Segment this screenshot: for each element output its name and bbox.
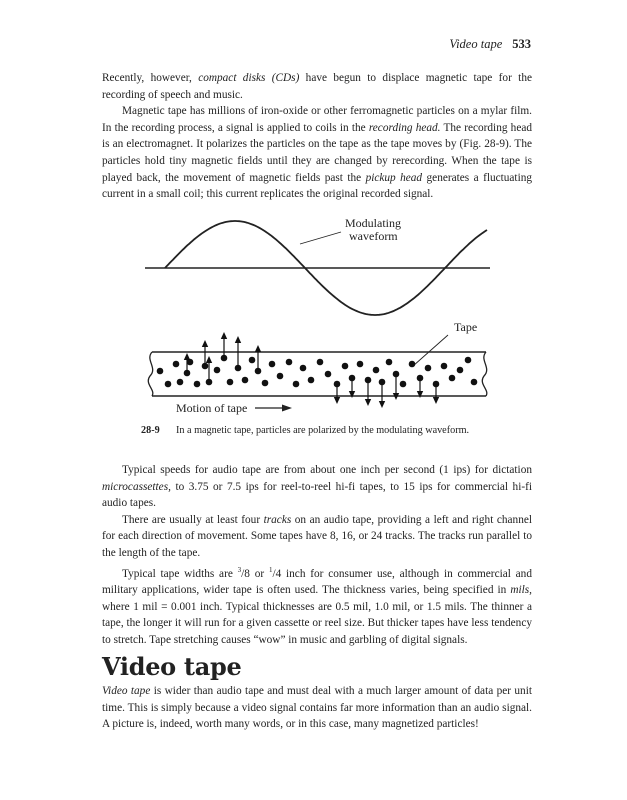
particle-dot: [425, 365, 432, 372]
particle-dot: [269, 361, 276, 368]
particle-dot: [409, 361, 416, 368]
particle-dot: [249, 357, 256, 364]
emphasis: pickup head: [365, 171, 423, 184]
waveform-leader-line: [300, 232, 341, 244]
particle-dot: [317, 359, 324, 366]
particle-arrowhead: [221, 332, 227, 339]
particle-dot: [194, 381, 201, 388]
waveform-label-line1: Modulating: [345, 216, 401, 230]
particle-dot: [342, 363, 349, 370]
particle-dot: [465, 357, 472, 364]
particle-dot: [187, 359, 194, 366]
particle-dot: [308, 377, 315, 384]
running-head-title: Video tape: [449, 37, 503, 51]
particle-arrowhead: [202, 340, 208, 347]
emphasis: Video tape: [102, 685, 151, 697]
particle-arrowhead: [255, 345, 261, 352]
paragraph: Magnetic tape has millions of iron-oxide or other ferromagnetic particles on a mylar film. In the recording process, a signal is applied to coils in the recording head. The recording head is an electromagnet. It polarizes the particles on the tape as the tape moves by (Fig. 28-9). The particles hold tiny magnetic fields until they are changed by rerecording. When the tape is played back, the movement of magnetic fields past the pickup head generates a fluctuating current in a small coil; this current replicates the original recorded signal.: [102, 105, 533, 201]
particle-dot: [286, 359, 293, 366]
particle-dot: [277, 373, 284, 380]
particle-dot: [300, 365, 307, 372]
particle-arrowhead: [206, 356, 212, 363]
particle-dot: [173, 361, 180, 368]
particle-arrowhead: [433, 397, 439, 404]
intro-text: [102, 70, 532, 203]
particle-dot: [293, 381, 300, 388]
particle-dot: [177, 379, 184, 386]
particle-arrowhead: [365, 399, 371, 406]
particle-dot: [457, 367, 464, 374]
waveform-label-line2: waveform: [349, 229, 398, 243]
paragraph: Video tape is wider than audio tape and must deal with a much larger amount of data per unit time. This is simply because a video signal contains far more information than an audio signal. A picture is, indeed, worth many words, or in this case, many magnetized particles!: [102, 685, 532, 731]
paragraph: Recently, however, compact disks (CDs) have begun to displace magnetic tape for the recording of speech and music.: [102, 72, 532, 101]
tape-leader-line: [413, 335, 448, 366]
particle-dot: [214, 367, 221, 374]
particle-arrowhead: [349, 391, 355, 398]
emphasis: compact disks (CDs): [198, 72, 300, 84]
caption-text: In a magnetic tape, particles are polarized by the modulating waveform.: [176, 425, 470, 436]
particle-dot: [386, 359, 393, 366]
particle-dot: [471, 379, 478, 386]
particle-dot: [242, 377, 249, 384]
particle-dot: [165, 381, 172, 388]
particle-arrowhead: [334, 397, 340, 404]
tape-label: Tape: [454, 320, 478, 334]
motion-arrow-head: [282, 405, 292, 412]
figure-28-9: [0, 200, 627, 425]
paragraph: Typical tape widths are $^3$/8 or $^1$/4 inch for consumer use, although in commercial and military applications, wider tape is often used. The thickness varies, being specified in mils, where 1 mil = 0.001 inch. Typical thicknesses are 0.5 mil, 1.0 mil, or 1.5 mils. The thinner a tape, the longer it will run for a given cassette or reel size. But thicker tapes have less tendency to stretch. Tape stretching causes “wow” in music and garbling of digital signals.: [102, 565, 532, 646]
particle-dot: [227, 379, 234, 386]
particle-dot: [325, 371, 332, 378]
particle-dot: [357, 361, 364, 368]
emphasis: microcassettes,: [102, 480, 171, 493]
magnetic-tape-diagram: [0, 200, 627, 425]
particle-dot: [262, 380, 269, 387]
section-text: [102, 683, 532, 733]
particle-arrowhead: [417, 391, 423, 398]
emphasis: mils,: [510, 583, 532, 596]
particle-arrowhead: [235, 336, 241, 343]
tape-right-edge: [482, 352, 487, 396]
particle-dot: [441, 363, 448, 370]
paragraph: Typical speeds for audio tape are from about one inch per second (1 ips) for dictation microcassettes, to 3.75 or 7.5 ips for reel-to-reel hi-fi tapes, to 15 ips for commercial hi-fi audio tapes.: [102, 464, 532, 510]
caption-number: 28-9: [141, 425, 160, 436]
page-number: 533: [512, 37, 531, 51]
emphasis: recording head.: [368, 121, 441, 134]
section-heading: Video tape: [102, 652, 242, 681]
particle-dot: [373, 367, 380, 374]
particle-dot: [400, 381, 407, 388]
particle-dot: [449, 375, 456, 382]
tape-left-edge: [148, 352, 153, 396]
running-head: [449, 37, 531, 52]
motion-label: Motion of tape: [176, 401, 248, 415]
particle-arrowhead: [379, 401, 385, 408]
paragraph: There are usually at least four tracks on an audio tape, providing a left and right channel for each direction of movement. Some tapes have 8, 16, or 24 tracks. The tracks run parallel to the length of the tape.: [102, 513, 532, 559]
body-text: [102, 462, 532, 648]
figure-caption: [141, 424, 471, 437]
emphasis: tracks: [263, 513, 292, 526]
particle-dot: [157, 368, 164, 375]
